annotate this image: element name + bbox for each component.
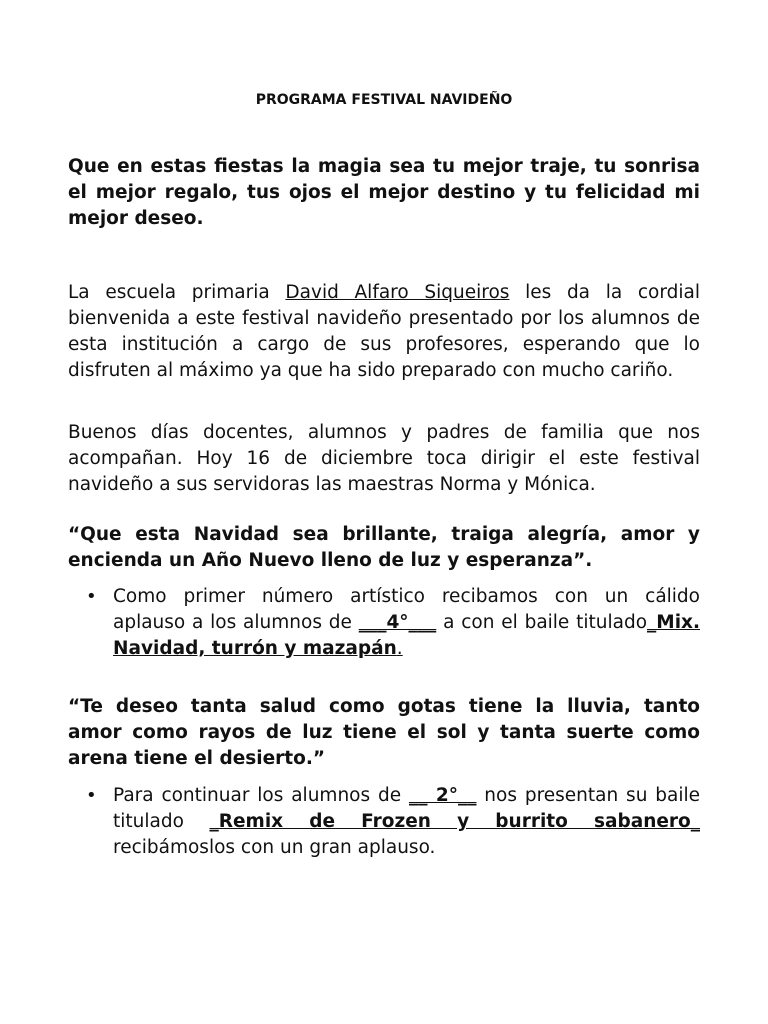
quote-wishes: “Te deseo tanta salud como gotas tiene la lluvia, tanto amor como rayos de luz tiene el sol y tanta suerte como arena tiene el desierto.” bbox=[68, 696, 700, 769]
item1-grade: ___4°___ bbox=[358, 612, 437, 633]
item2-text-end: recibámoslos con un gran aplauso. bbox=[113, 837, 436, 858]
greeting-paragraph: Buenos días docentes, alumnos y padres de familia que nos acompañan. Hoy 16 de diciembre toca dirigir el este festival navideño a sus servidoras las maestras Norma y Mónica. bbox=[68, 422, 700, 495]
welcome-text-end: les da la cordial bienvenida a este festival navideño presentado por los alumnos de esta institución a cargo de sus profesores, esperando que lo disfruten al máximo ya que ha sido preparado con mucho cariño. bbox=[68, 282, 700, 381]
item2-grade: __ 2°__ bbox=[408, 785, 477, 806]
item2-text-middle: nos presentan su baile titulado bbox=[113, 785, 700, 832]
program-item-1 bbox=[68, 584, 700, 662]
bullet-icon: • bbox=[86, 586, 97, 607]
item2-text-start: Para continuar los alumnos de bbox=[113, 785, 409, 806]
welcome-text-start: La escuela primaria bbox=[68, 282, 286, 303]
item1-text-end: . bbox=[396, 638, 403, 659]
bullet-icon: • bbox=[86, 785, 97, 806]
item1-text-start: Como primer número artístico recibamos con un cálido aplauso a los alumnos de bbox=[113, 586, 700, 633]
welcome-paragraph bbox=[68, 280, 700, 384]
program-list-2 bbox=[68, 783, 700, 861]
program-item-2 bbox=[68, 783, 700, 861]
school-name: David Alfaro Siqueiros bbox=[285, 282, 510, 303]
item1-text-middle: a con el baile titulado bbox=[436, 612, 648, 633]
program-list-1 bbox=[68, 584, 700, 662]
item1-dance-title: _Mix. Navidad, turrón y mazapán bbox=[113, 612, 700, 659]
intro-quote: Que en estas fiestas la magia sea tu mejor traje, tu sonrisa el mejor regalo, tus ojos el mejor destino y tu felicidad mi mejor deseo. bbox=[68, 156, 700, 229]
document-title: PROGRAMA FESTIVAL NAVIDEÑO bbox=[255, 92, 513, 108]
item2-dance-title: _Remix de Frozen y burrito sabanero_ bbox=[209, 811, 700, 832]
quote-christmas: “Que esta Navidad sea brillante, traiga alegría, amor y encienda un Año Nuevo lleno de luz y esperanza”. bbox=[68, 524, 700, 571]
